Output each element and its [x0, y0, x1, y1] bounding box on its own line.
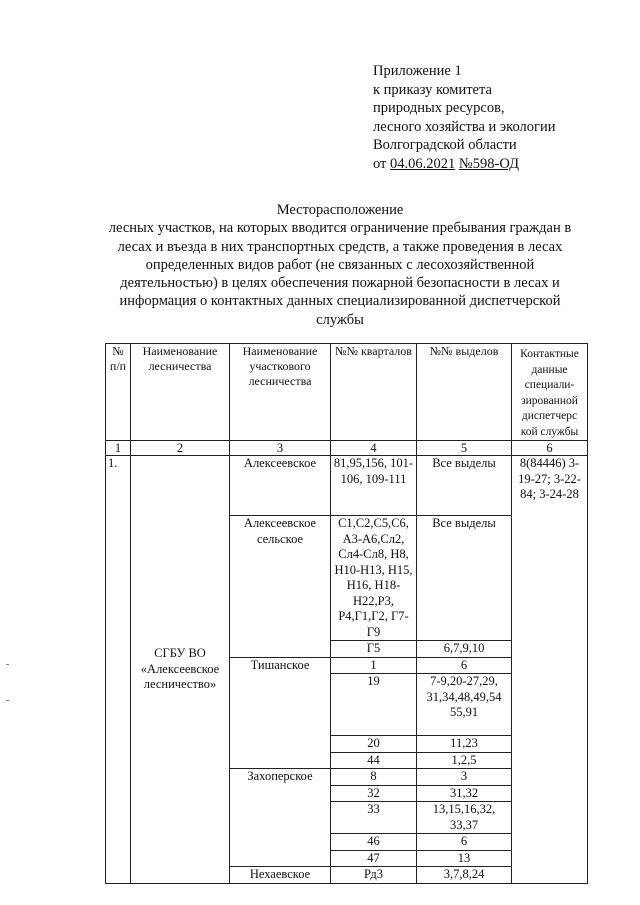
- quarters-cell: 20: [331, 736, 417, 753]
- title-heading: Месторасположение: [276, 202, 404, 218]
- subforestry-name: Нехаевское: [230, 867, 331, 884]
- quarters-cell: 81,95,156, 101-106, 109-111: [331, 456, 417, 516]
- allotments-cell: 13: [417, 850, 512, 867]
- column-number: 3: [230, 441, 331, 456]
- quarters-cell: 32: [331, 785, 417, 802]
- allotments-cell: 11,23: [417, 736, 512, 753]
- quarters-cell: 33: [331, 802, 417, 834]
- table-row: [106, 456, 588, 516]
- allotments-cell: 6: [417, 834, 512, 851]
- contacts-cell: 8(84446) 3-19-27; 3-22-84; 3-24-28: [512, 456, 588, 884]
- allotments-cell: 6,7,9,10: [417, 641, 512, 658]
- allotments-cell: 3: [417, 769, 512, 786]
- appendix-line-2: к приказу комитета: [373, 81, 492, 98]
- column-number: 6: [512, 441, 588, 456]
- order-number: №598-ОД: [458, 155, 519, 172]
- title-body: лесных участков, на которых вводится ограничение пребывания граждан в лесах и въезда в них транспортных средств, а также проведения в лесах определенных видов работ (не связанных с лесохозяйственной деятельностью) в целях обеспечения пожарной безопасности в лесах и информация о контактных данных специализированной диспетчерской службы: [108, 220, 572, 328]
- quarters-cell: 46: [331, 834, 417, 851]
- subforestry-name: Захоперское: [230, 769, 331, 867]
- allotments-cell: Все выделы: [417, 516, 512, 641]
- row-number: 1.: [106, 456, 131, 884]
- quarters-cell: Г5: [331, 641, 417, 658]
- allotments-cell: 3,7,8,24: [417, 867, 512, 884]
- forestry-name: СГБУ ВО «Алексеевское лесничество»: [131, 456, 230, 884]
- allotments-cell: 31,32: [417, 785, 512, 802]
- order-date: 04.06.2021: [390, 155, 456, 172]
- header-cell: Наименование лесничества: [131, 344, 230, 441]
- subforestry-name: Алексеевское сельское: [230, 516, 331, 658]
- subforestry-name: Алексеевское: [230, 456, 331, 516]
- table-header-row: [106, 344, 588, 441]
- subforestry-name: Тишанское: [230, 657, 331, 769]
- appendix-order-line: [373, 155, 633, 174]
- column-number: 4: [331, 441, 417, 456]
- allotments-cell: Все выделы: [417, 456, 512, 516]
- quarters-cell: 47: [331, 850, 417, 867]
- appendix-line-5: Волгоградской области: [373, 137, 517, 153]
- quarters-cell: Рд3: [331, 867, 417, 884]
- appendix-line-1: Приложение 1: [373, 63, 462, 79]
- allotments-cell: 7-9,20-27,29, 31,34,48,49,54 55,91: [417, 674, 512, 736]
- allotments-cell: 13,15,16,32, 33,37: [417, 802, 512, 834]
- quarters-cell: 8: [331, 769, 417, 786]
- header-cell: Контактные данные специали-зированной диспетчерс кой службы: [512, 344, 588, 441]
- appendix-line-3: природных ресурсов,: [373, 100, 505, 116]
- header-cell: Наименование участкового лесничества: [230, 344, 331, 441]
- allotments-cell: 6: [417, 657, 512, 674]
- order-prefix: от: [373, 155, 391, 172]
- quarters-cell: 1: [331, 657, 417, 674]
- header-cell: № п/п: [106, 344, 131, 441]
- column-number: 5: [417, 441, 512, 456]
- quarters-cell: С1,С2,С5,С6, А3-А6,Сл2, Сл4-Сл8, Н8, Н10-Н13, Н15, Н16, Н18-Н22,Р3, Р4,Г1,Г2, Г7-Г9: [331, 516, 417, 641]
- forest-areas-table: [105, 343, 588, 884]
- header-cell: №№ выделов: [417, 344, 512, 441]
- allotments-cell: 1,2,5: [417, 752, 512, 769]
- column-number: 1: [106, 441, 131, 456]
- appendix-header: [373, 62, 633, 173]
- header-cell: №№ кварталов: [331, 344, 417, 441]
- quarters-cell: 19: [331, 674, 417, 736]
- appendix-line-4: лесного хозяйства и экологии: [373, 118, 556, 135]
- scan-margin-mark: [6, 664, 9, 665]
- document-title: [100, 201, 580, 329]
- column-number-row: [106, 441, 588, 456]
- column-number: 2: [131, 441, 230, 456]
- quarters-cell: 44: [331, 752, 417, 769]
- scan-margin-mark: [6, 700, 9, 701]
